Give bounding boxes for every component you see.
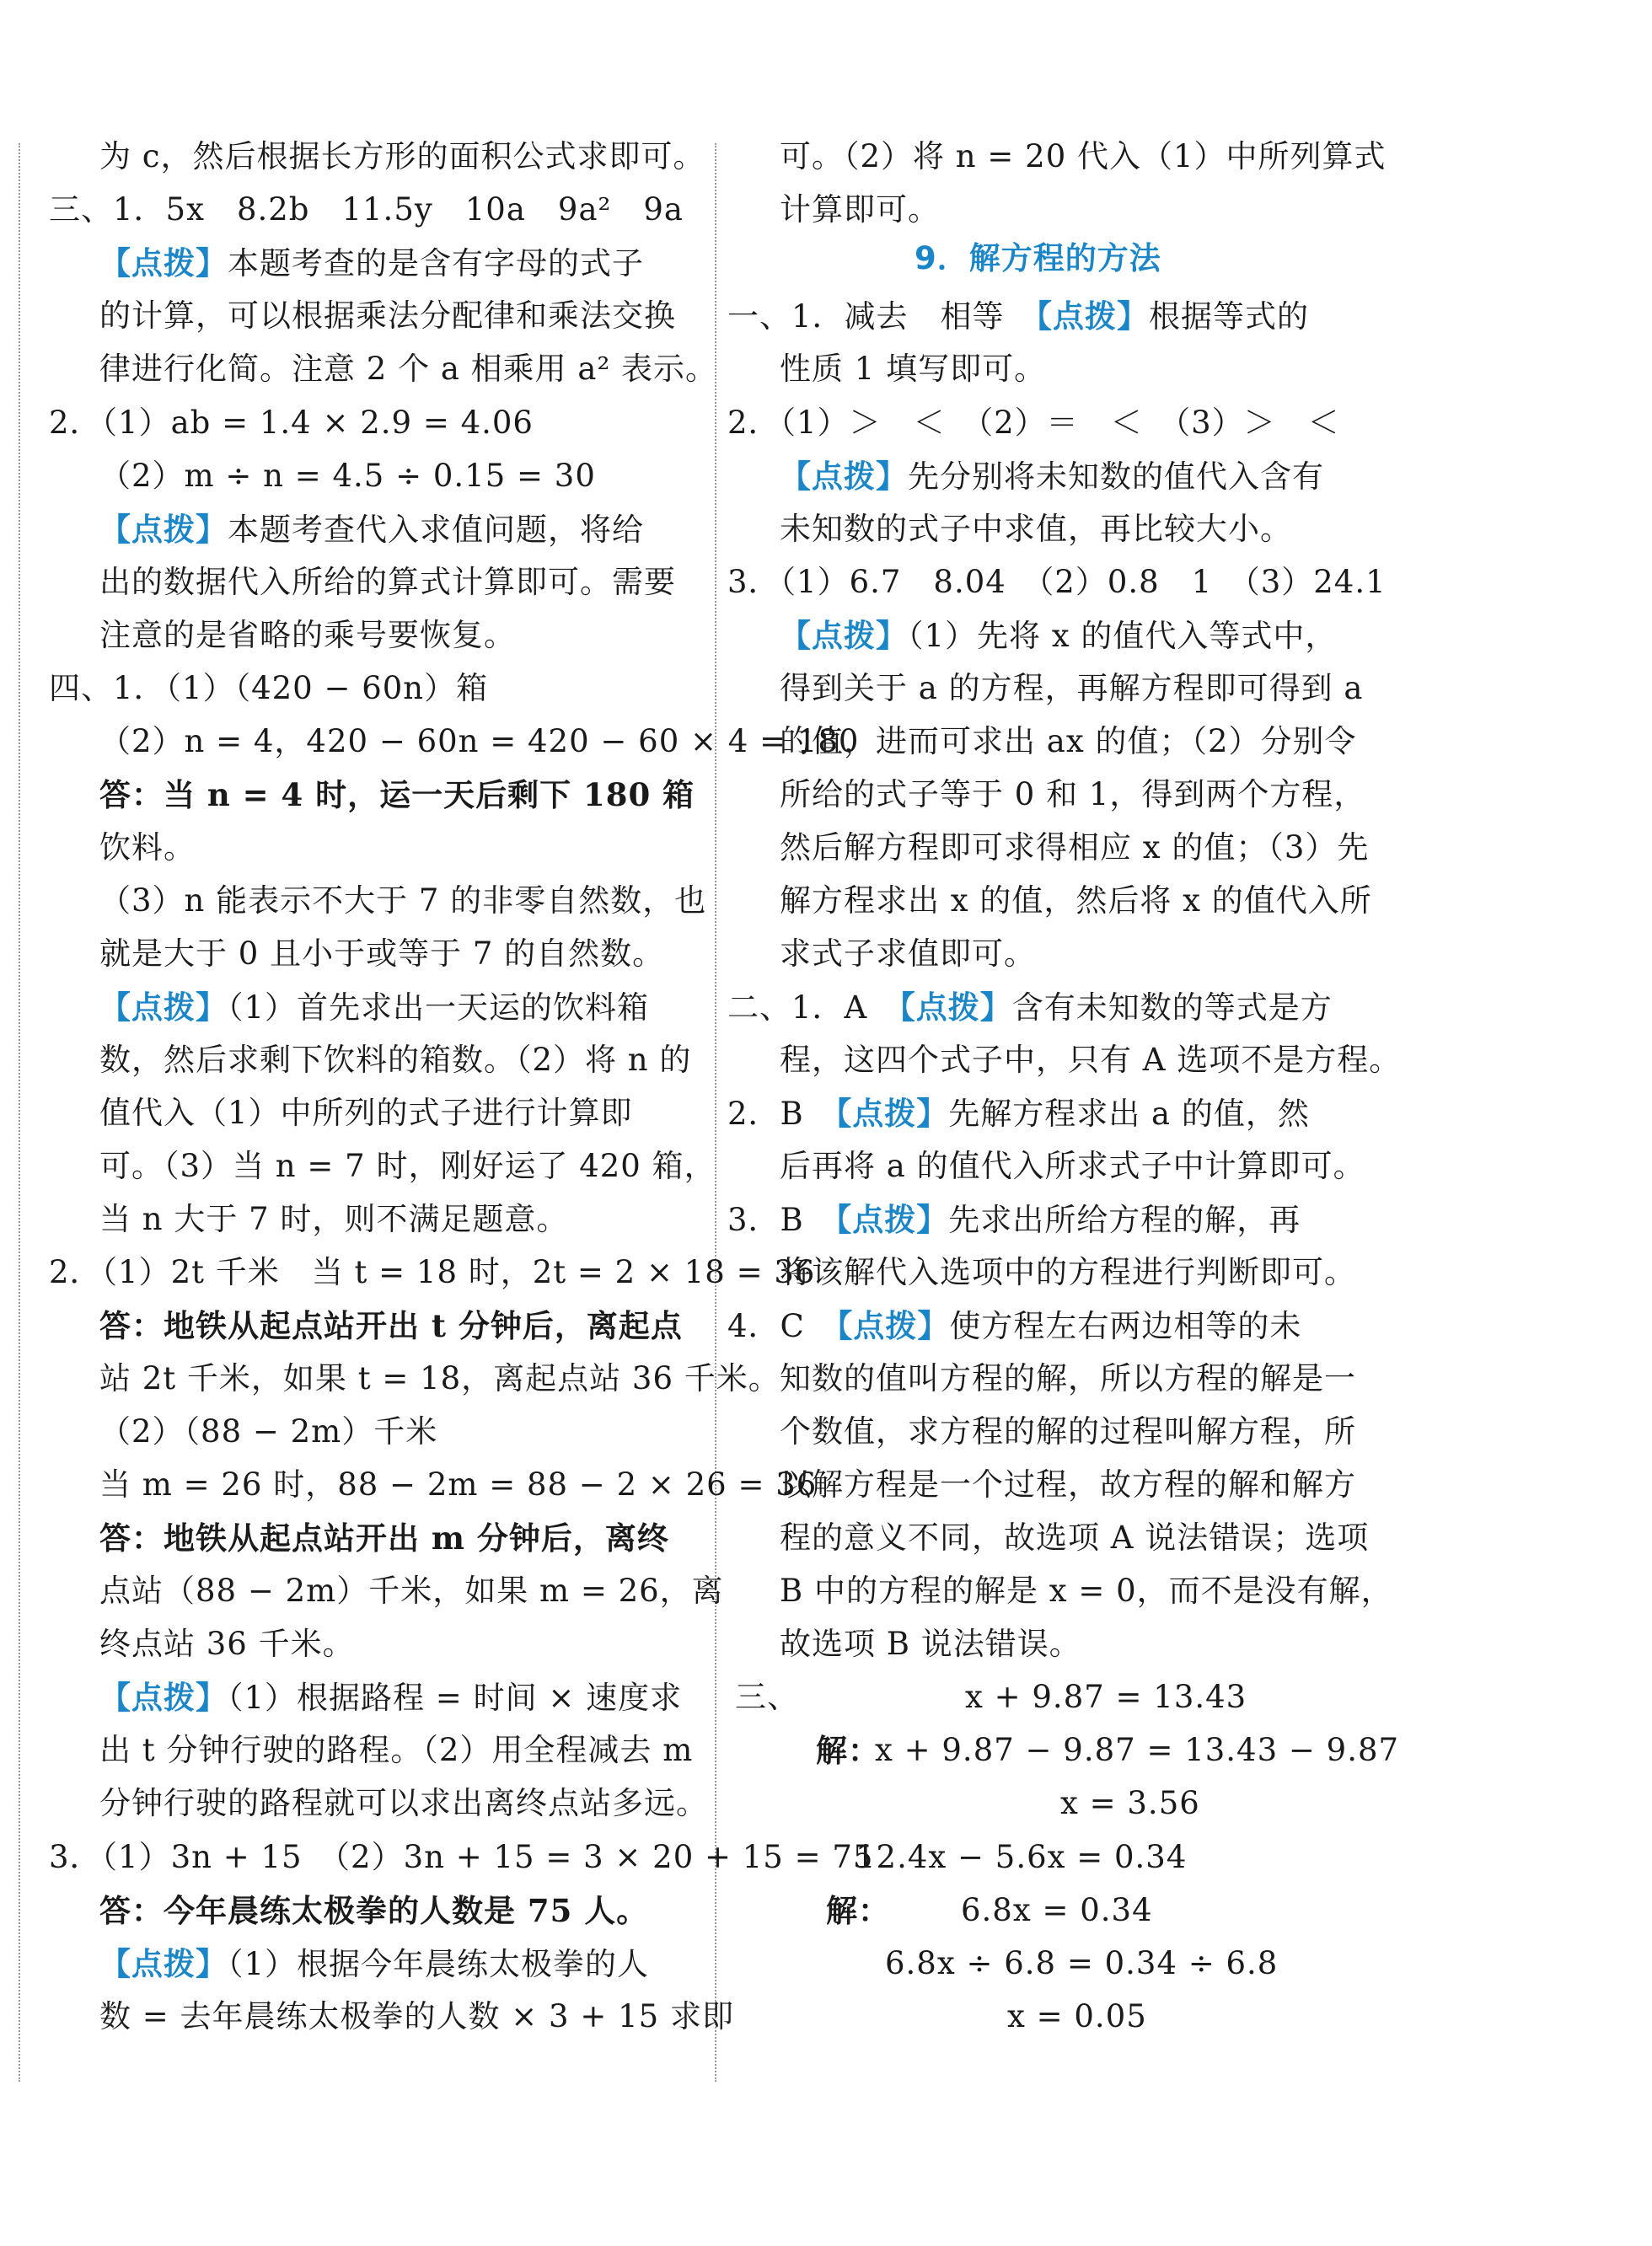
tip-label: 【点拨】 [99,244,228,281]
text-line: 求式子求值即可。 [780,935,1036,972]
text-line: 律进行化简。注意 2 个 a 相乘用 a² 表示。 [99,351,718,387]
answer-text: 二、1．A [727,989,868,1026]
equation-line: 6.8x = 0.34 [961,1892,1153,1928]
answer-line [727,1199,1301,1241]
tip-label: 【点拨】 [99,1945,228,1982]
tip-text: （1）先将 x 的值代入等式中， [908,618,1338,654]
text-line: 的计算，可以根据乘法分配律和乘法交换 [99,298,676,334]
answer-line [727,987,1333,1028]
solve-label: 解： [816,1732,880,1769]
text-line: 当 n 大于 7 时，则不满足题意。 [99,1201,569,1237]
text-line: 个数值，求方程的解的过程叫解方程，所 [780,1413,1356,1450]
text-line: 可。（3）当 n = 7 时，刚好运了 420 箱， [99,1148,716,1184]
tip-text: （1）首先求出一天运的饮料箱 [228,989,650,1026]
tip-label: 【点拨】 [836,1307,950,1344]
text-line: 程，这四个式子中，只有 A 选项不是方程。 [780,1042,1402,1078]
answer-line: （2）m ÷ n = 4.5 ÷ 0.15 = 30 [99,458,596,494]
answer-line: （2）（88 − 2m）千米 [99,1413,438,1450]
tip-text: 根据等式的 [1149,298,1310,335]
tip-text: （1）根据今年晨练太极拳的人 [228,1946,650,1982]
tip-label: 【点拨】 [780,617,908,654]
tip-text: 含有未知数的等式是方 [1011,989,1333,1026]
text-line: 后再将 a 的值代入所求式子中计算即可。 [780,1148,1365,1184]
text-line: 注意的是省略的乘号要恢复。 [99,617,516,653]
tip-label: 【点拨】 [899,989,1012,1026]
text-line: 数，然后求剩下饮料的箱数。（2）将 n 的 [99,1042,692,1078]
tip-text: 使方程左右两边相等的未 [949,1308,1302,1344]
equation-line: x = 3.56 [1060,1785,1200,1821]
text-line: 分钟行驶的路程就可以求出离终点站多远。 [99,1785,708,1821]
tip-label: 【点拨】 [1036,298,1150,335]
answer-line: 2．（1）＞ ＜ （2）＝ ＜ （3）＞ ＜ [727,405,1340,441]
text-line: 得到关于 a 的方程，再解方程即可得到 a [780,670,1364,706]
text-line: 的值，进而可求出 ax 的值；（2）分别令 [780,723,1357,759]
tip-text: 本题考查的是含有字母的式子 [228,245,644,281]
tip-text: （1）根据路程 = 时间 × 速度求 [228,1680,683,1716]
section-label: 三、 [735,1679,799,1715]
tip-line [99,1943,649,1985]
answer-line: 3．（1）6.7 8.04 （2）0.8 1 （3）24.1 [727,564,1386,600]
tip-line [780,456,1324,497]
answer-text: 4．C [727,1308,805,1344]
answer-line: 三、1．5x 8.2b 11.5y 10a 9a² 9a [49,191,684,228]
text-line: 为 c，然后根据长方形的面积公式求即可。 [99,138,705,174]
answer-line [727,1093,1310,1134]
tip-text: 先分别将未知数的值代入含有 [908,458,1324,495]
answer-text: 一、1．减去 相等 [727,298,1005,335]
text-line: 性质 1 填写即可。 [780,351,1047,387]
equation-line: 6.8x ÷ 6.8 = 0.34 ÷ 6.8 [885,1945,1279,1981]
tip-label: 【点拨】 [99,511,228,548]
text-line: 未知数的式子中求值，再比较大小。 [780,511,1292,547]
answer-line: 答：地铁从起点站开出 m 分钟后，离终 [99,1520,669,1557]
text-line: 所给的式子等于 0 和 1，得到两个方程， [780,776,1366,812]
text-line: 终点站 36 千米。 [99,1626,355,1662]
text-line: 将该解代入选项中的方程进行判断即可。 [780,1254,1356,1290]
tip-line [99,987,649,1028]
section-title: 9．解方程的方法 [914,240,1161,276]
solve-label: 解： [826,1892,890,1929]
text-line: 知数的值叫方程的解，所以方程的解是一 [780,1360,1356,1396]
tip-label: 【点拨】 [99,989,228,1026]
answer-line: 四、1．（1）（420 − 60n）箱 [49,670,489,706]
answer-line: 3．（1）3n + 15 （2）3n + 15 = 3 × 20 + 15 = 75 [49,1839,874,1875]
text-line: （3）n 能表示不大于 7 的非零自然数，也 [99,882,707,919]
text-line: 就是大于 0 且小于或等于 7 的自然数。 [99,935,665,972]
text-line: 然后解方程即可求得相应 x 的值；（3）先 [780,829,1370,866]
answer-line: 2．（1）2t 千米 当 t = 18 时，2t = 2 × 18 = 36 [49,1254,816,1290]
text-line: 出的数据代入所给的算式计算即可。需要 [99,564,676,600]
equation-line: x = 0.05 [1007,1998,1147,2034]
answer-line: 答：当 n = 4 时，运一天后剩下 180 箱 [99,776,695,813]
column-divider [715,143,716,2082]
answer-line: 当 m = 26 时，88 − 2m = 88 − 2 × 26 = 36 [99,1466,818,1503]
tip-text: 本题考查代入求值问题，将给 [228,512,644,548]
text-line: 点站（88 − 2m）千米，如果 m = 26，离 [99,1573,724,1609]
text-line: B 中的方程的解是 x = 0，而不是没有解， [780,1573,1393,1609]
text-line: 故选项 B 说法错误。 [780,1626,1081,1662]
text-line: 计算即可。 [780,191,940,228]
equation-line: x + 9.87 = 13.43 [965,1679,1247,1715]
tip-line [99,1677,682,1718]
text-line: 值代入（1）中所列的式子进行计算即 [99,1095,633,1131]
answer-line: 答：今年晨练太极拳的人数是 75 人。 [99,1892,649,1929]
tip-label: 【点拨】 [835,1095,949,1132]
text-line: 以解方程是一个过程，故方程的解和解方 [780,1466,1356,1503]
text-line: 程的意义不同，故选项 A 说法错误；选项 [780,1520,1370,1556]
text-line: 解方程求出 x 的值，然后将 x 的值代入所 [780,882,1372,919]
text-line: 出 t 分钟行驶的路程。（2）用全程减去 m [99,1732,694,1768]
text-line: 饮料。 [99,829,196,866]
answer-line: 2．（1）ab = 1.4 × 2.9 = 4.06 [49,405,534,441]
answer-line: （2）n = 4，420 − 60n = 420 − 60 × 4 = 180 [99,723,860,759]
equation-line: x + 9.87 − 9.87 = 13.43 − 9.87 [875,1732,1400,1768]
tip-text: 先求出所给方程的解，再 [948,1202,1301,1238]
equation-line: 12.4x − 5.6x = 0.34 [856,1839,1188,1875]
text-line: 站 2t 千米，如果 t = 18，离起点站 36 千米。 [99,1360,780,1396]
answer-text: 2．B [727,1096,804,1132]
tip-line [99,509,644,550]
tip-label: 【点拨】 [780,458,908,495]
text-line: 可。（2）将 n = 20 代入（1）中所列算式 [780,138,1386,174]
tip-text: 先解方程求出 a 的值，然 [948,1096,1310,1132]
answer-line [727,1305,1301,1347]
tip-label: 【点拨】 [835,1201,949,1238]
left-margin-rule [19,143,20,2082]
answer-text: 3．B [727,1202,804,1238]
tip-line [99,243,644,284]
answer-line: 答：地铁从起点站开出 t 分钟后，离起点 [99,1307,683,1344]
answer-line [727,296,1309,337]
text-line: 数 = 去年晨练太极拳的人数 × 3 + 15 求即 [99,1998,734,2034]
tip-line [780,615,1337,657]
tip-label: 【点拨】 [99,1679,228,1716]
